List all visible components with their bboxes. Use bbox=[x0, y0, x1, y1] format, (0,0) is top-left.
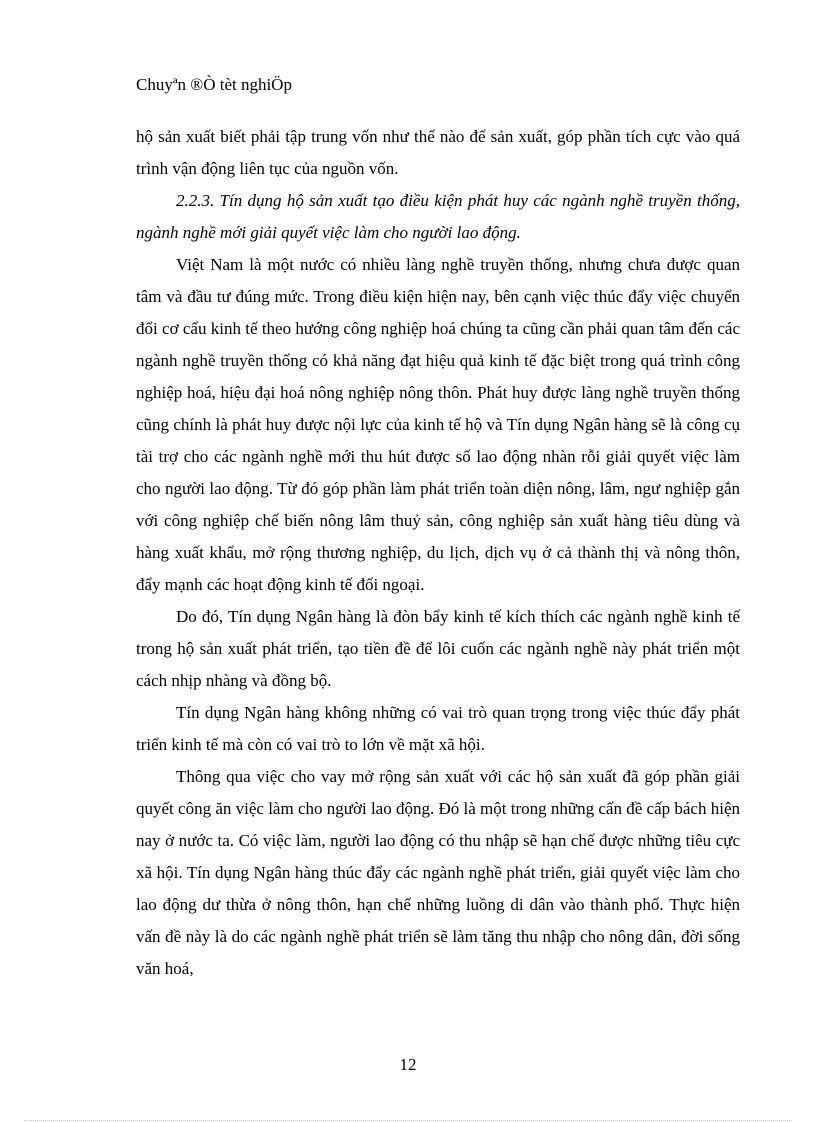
paragraph-continuation: hộ sản xuất biết phải tập trung vốn như thế nào để sản xuất, góp phần tích cực vào quá trình vận động liên tục của nguồn vốn. bbox=[136, 127, 740, 178]
page-number: 12 bbox=[399, 1055, 417, 1074]
paragraph-employment: Thông qua việc cho vay mở rộng sản xuất với các hộ sản xuất đã góp phần giải quyết công ăn việc làm cho người lao động. Đó là một trong những cấn đề cấp bách hiện nay ở nước ta. Có việc làm, người lao động có thu nhập sẽ hạn chế được những tiêu cực xã hội. Tín dụng Ngân hàng thúc đẩy các ngành nghề phát triển, giải quyết việc làm cho lao động dư thừa ở nông thôn, hạn chế những luồng di dân vào thành phố. Thực hiện vấn đề này là do các ngành nghề phát triển sẽ làm tăng thu nhập cho nông dân, đời sống văn hoá, bbox=[136, 767, 740, 978]
page-bottom-divider bbox=[24, 1120, 792, 1121]
paragraph-economic-lever: Do đó, Tín dụng Ngân hàng là đòn bẩy kinh tế kích thích các ngành nghề kinh tế trong hộ sản xuất phát triển, tạo tiền đề để lôi cuốn các ngành nghề này phát triển một cách nhịp nhàng và đồng bộ. bbox=[136, 607, 740, 690]
body-text bbox=[136, 121, 740, 985]
paragraph-traditional-crafts: Việt Nam là một nước có nhiều làng nghề truyền thống, nhưng chưa được quan tâm và đầu tư đúng mức. Trong điều kiện hiện nay, bên cạnh việc thúc đẩy việc chuyển đổi cơ cấu kinh tế theo hướng công nghiệp hoá chúng ta cũng cần phải quan tâm đến các ngành nghề truyền thống có khả năng đạt hiệu quả kinh tế đặc biệt trong quá trình công nghiệp hoá, hiệu đại hoá nông nghiệp nông thôn. Phát huy được làng nghề truyền thống cũng chính là phát huy được nội lực của kinh tế hộ và Tín dụng Ngân hàng sẽ là công cụ tài trợ cho các ngành nghề mới thu hút được số lao động nhàn rỗi giải quyết việc làm cho người lao động. Từ đó góp phần làm phát triển toàn diện nông, lâm, ngư nghiệp gắn với công nghiệp chế biến nông lâm thuỷ sản, công nghiệp sản xuất hàng tiêu dùng và hàng xuất khẩu, mở rộng thương nghiệp, du lịch, dịch vụ ở cả thành thị và nông thôn, đẩy mạnh các hoạt động kinh tế đối ngoại. bbox=[136, 255, 740, 594]
paragraph-social-role: Tín dụng Ngân hàng không những có vai trò quan trọng trong việc thúc đẩy phát triển kinh tế mà còn có vai trò to lớn về mặt xã hội. bbox=[136, 703, 740, 754]
section-heading-2-2-3: 2.2.3. Tín dụng hộ sản xuất tạo điều kiện phát huy các ngành nghề truyền thống, ngành nghề mới giải quyết việc làm cho người lao động. bbox=[136, 191, 740, 242]
running-header: Chuyªn ®Ò tèt nghiÖp bbox=[136, 75, 292, 94]
